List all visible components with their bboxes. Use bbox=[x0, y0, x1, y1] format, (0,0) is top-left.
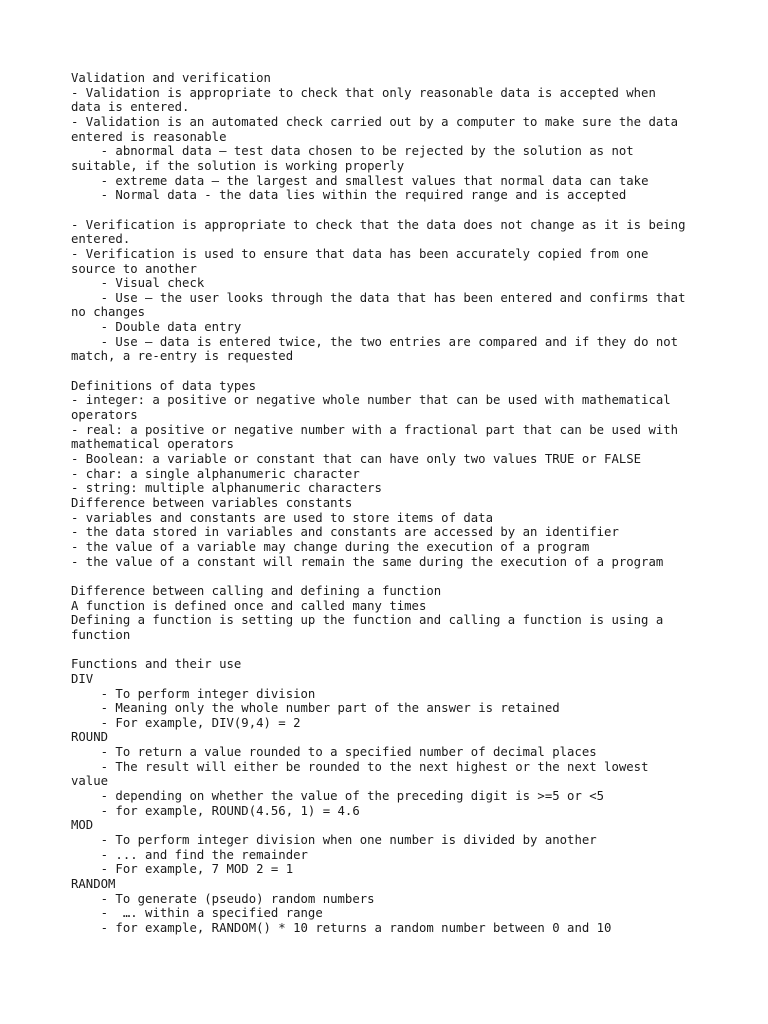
text-line: - The result will either be rounded to the next highest or the next lowest bbox=[71, 759, 649, 774]
blank-line bbox=[71, 643, 711, 658]
text-line: - variables and constants are used to store items of data bbox=[71, 510, 493, 525]
text-line: entered is reasonable bbox=[71, 129, 227, 144]
text-line: - ... and find the remainder bbox=[71, 847, 308, 862]
text-line: - the value of a variable may change during the execution of a program bbox=[71, 539, 590, 554]
text-line: - integer: a positive or negative whole number that can be used with mathematical bbox=[71, 393, 671, 408]
text-line: Validation and verification bbox=[71, 71, 271, 85]
text-line: - for example, ROUND(4.56, 1) = 4.6 bbox=[71, 803, 360, 818]
text-line: Difference between calling and defining a function bbox=[71, 583, 442, 598]
text-line: Defining a function is setting up the function and calling a function is using a bbox=[71, 613, 664, 628]
text-line: - Boolean: a variable or constant that can have only two values TRUE or FALSE bbox=[71, 452, 642, 467]
text-line: A function is defined once and called many times bbox=[71, 598, 427, 613]
text-line: Difference between variables constants bbox=[71, 496, 353, 510]
document-page bbox=[71, 71, 711, 936]
text-line: - for example, RANDOM() * 10 returns a random number between 0 and 10 bbox=[71, 921, 612, 935]
text-line: - real: a positive or negative number with a fractional part that can be used with bbox=[71, 422, 679, 437]
text-line: - For example, 7 MOD 2 = 1 bbox=[71, 862, 294, 877]
text-line: - the data stored in variables and constants are accessed by an identifier bbox=[71, 525, 619, 540]
text-line: Functions and their use bbox=[71, 657, 242, 672]
text-line: MOD bbox=[71, 818, 94, 833]
text-line: - To perform integer division when one number is divided by another bbox=[71, 833, 597, 848]
text-line: - Normal data - the data lies within the required range and is accepted bbox=[71, 188, 627, 203]
text-line: - Double data entry bbox=[71, 320, 242, 335]
text-line: - For example, DIV(9,4) = 2 bbox=[71, 715, 301, 730]
text-line: - To perform integer division bbox=[71, 686, 316, 701]
blank-line bbox=[71, 364, 711, 379]
text-line: - To generate (pseudo) random numbers bbox=[71, 891, 375, 906]
text-line: - …. within a specified range bbox=[71, 906, 323, 921]
text-line: - Validation is an automated check carried out by a computer to make sure the data bbox=[71, 114, 679, 129]
text-line: - the value of a constant will remain the same during the execution of a program bbox=[71, 554, 664, 569]
text-line: - string: multiple alphanumeric characters bbox=[71, 481, 382, 496]
text-line: match, a re-entry is requested bbox=[71, 349, 294, 364]
text-line: suitable, if the solution is working properly bbox=[71, 158, 405, 173]
text-line: data is entered. bbox=[71, 100, 190, 115]
text-line: - Verification is appropriate to check that the data does not change as it is being bbox=[71, 217, 686, 232]
text-line: mathematical operators bbox=[71, 437, 234, 452]
text-line: ROUND bbox=[71, 730, 109, 745]
text-line: - Visual check bbox=[71, 276, 205, 291]
text-line: value bbox=[71, 774, 109, 789]
text-line: DIV bbox=[71, 671, 94, 686]
text-line: - Meaning only the whole number part of the answer is retained bbox=[71, 701, 560, 716]
text-line: - char: a single alphanumeric character bbox=[71, 466, 360, 481]
text-line: - Use – the user looks through the data that has been entered and confirms that bbox=[71, 290, 686, 305]
text-line: entered. bbox=[71, 232, 131, 247]
text-line: - Validation is appropriate to check that only reasonable data is accepted when bbox=[71, 85, 656, 100]
text-line: - depending on whether the value of the preceding digit is >=5 or <5 bbox=[71, 789, 605, 804]
blank-line bbox=[71, 569, 711, 584]
text-line: source to another bbox=[71, 261, 197, 276]
text-line: - Use – data is entered twice, the two entries are compared and if they do not bbox=[71, 334, 679, 349]
text-line: RANDOM bbox=[71, 877, 116, 892]
blank-line bbox=[71, 203, 711, 218]
text-line: no changes bbox=[71, 305, 146, 320]
text-line: - extreme data – the largest and smallest values that normal data can take bbox=[71, 173, 649, 188]
text-line: - Verification is used to ensure that data has been accurately copied from one bbox=[71, 246, 649, 261]
text-line: - To return a value rounded to a specified number of decimal places bbox=[71, 745, 597, 760]
text-line: function bbox=[71, 627, 131, 642]
text-line: operators bbox=[71, 408, 138, 423]
text-line: - abnormal data – test data chosen to be rejected by the solution as not bbox=[71, 144, 634, 159]
text-line: Definitions of data types bbox=[71, 378, 257, 393]
